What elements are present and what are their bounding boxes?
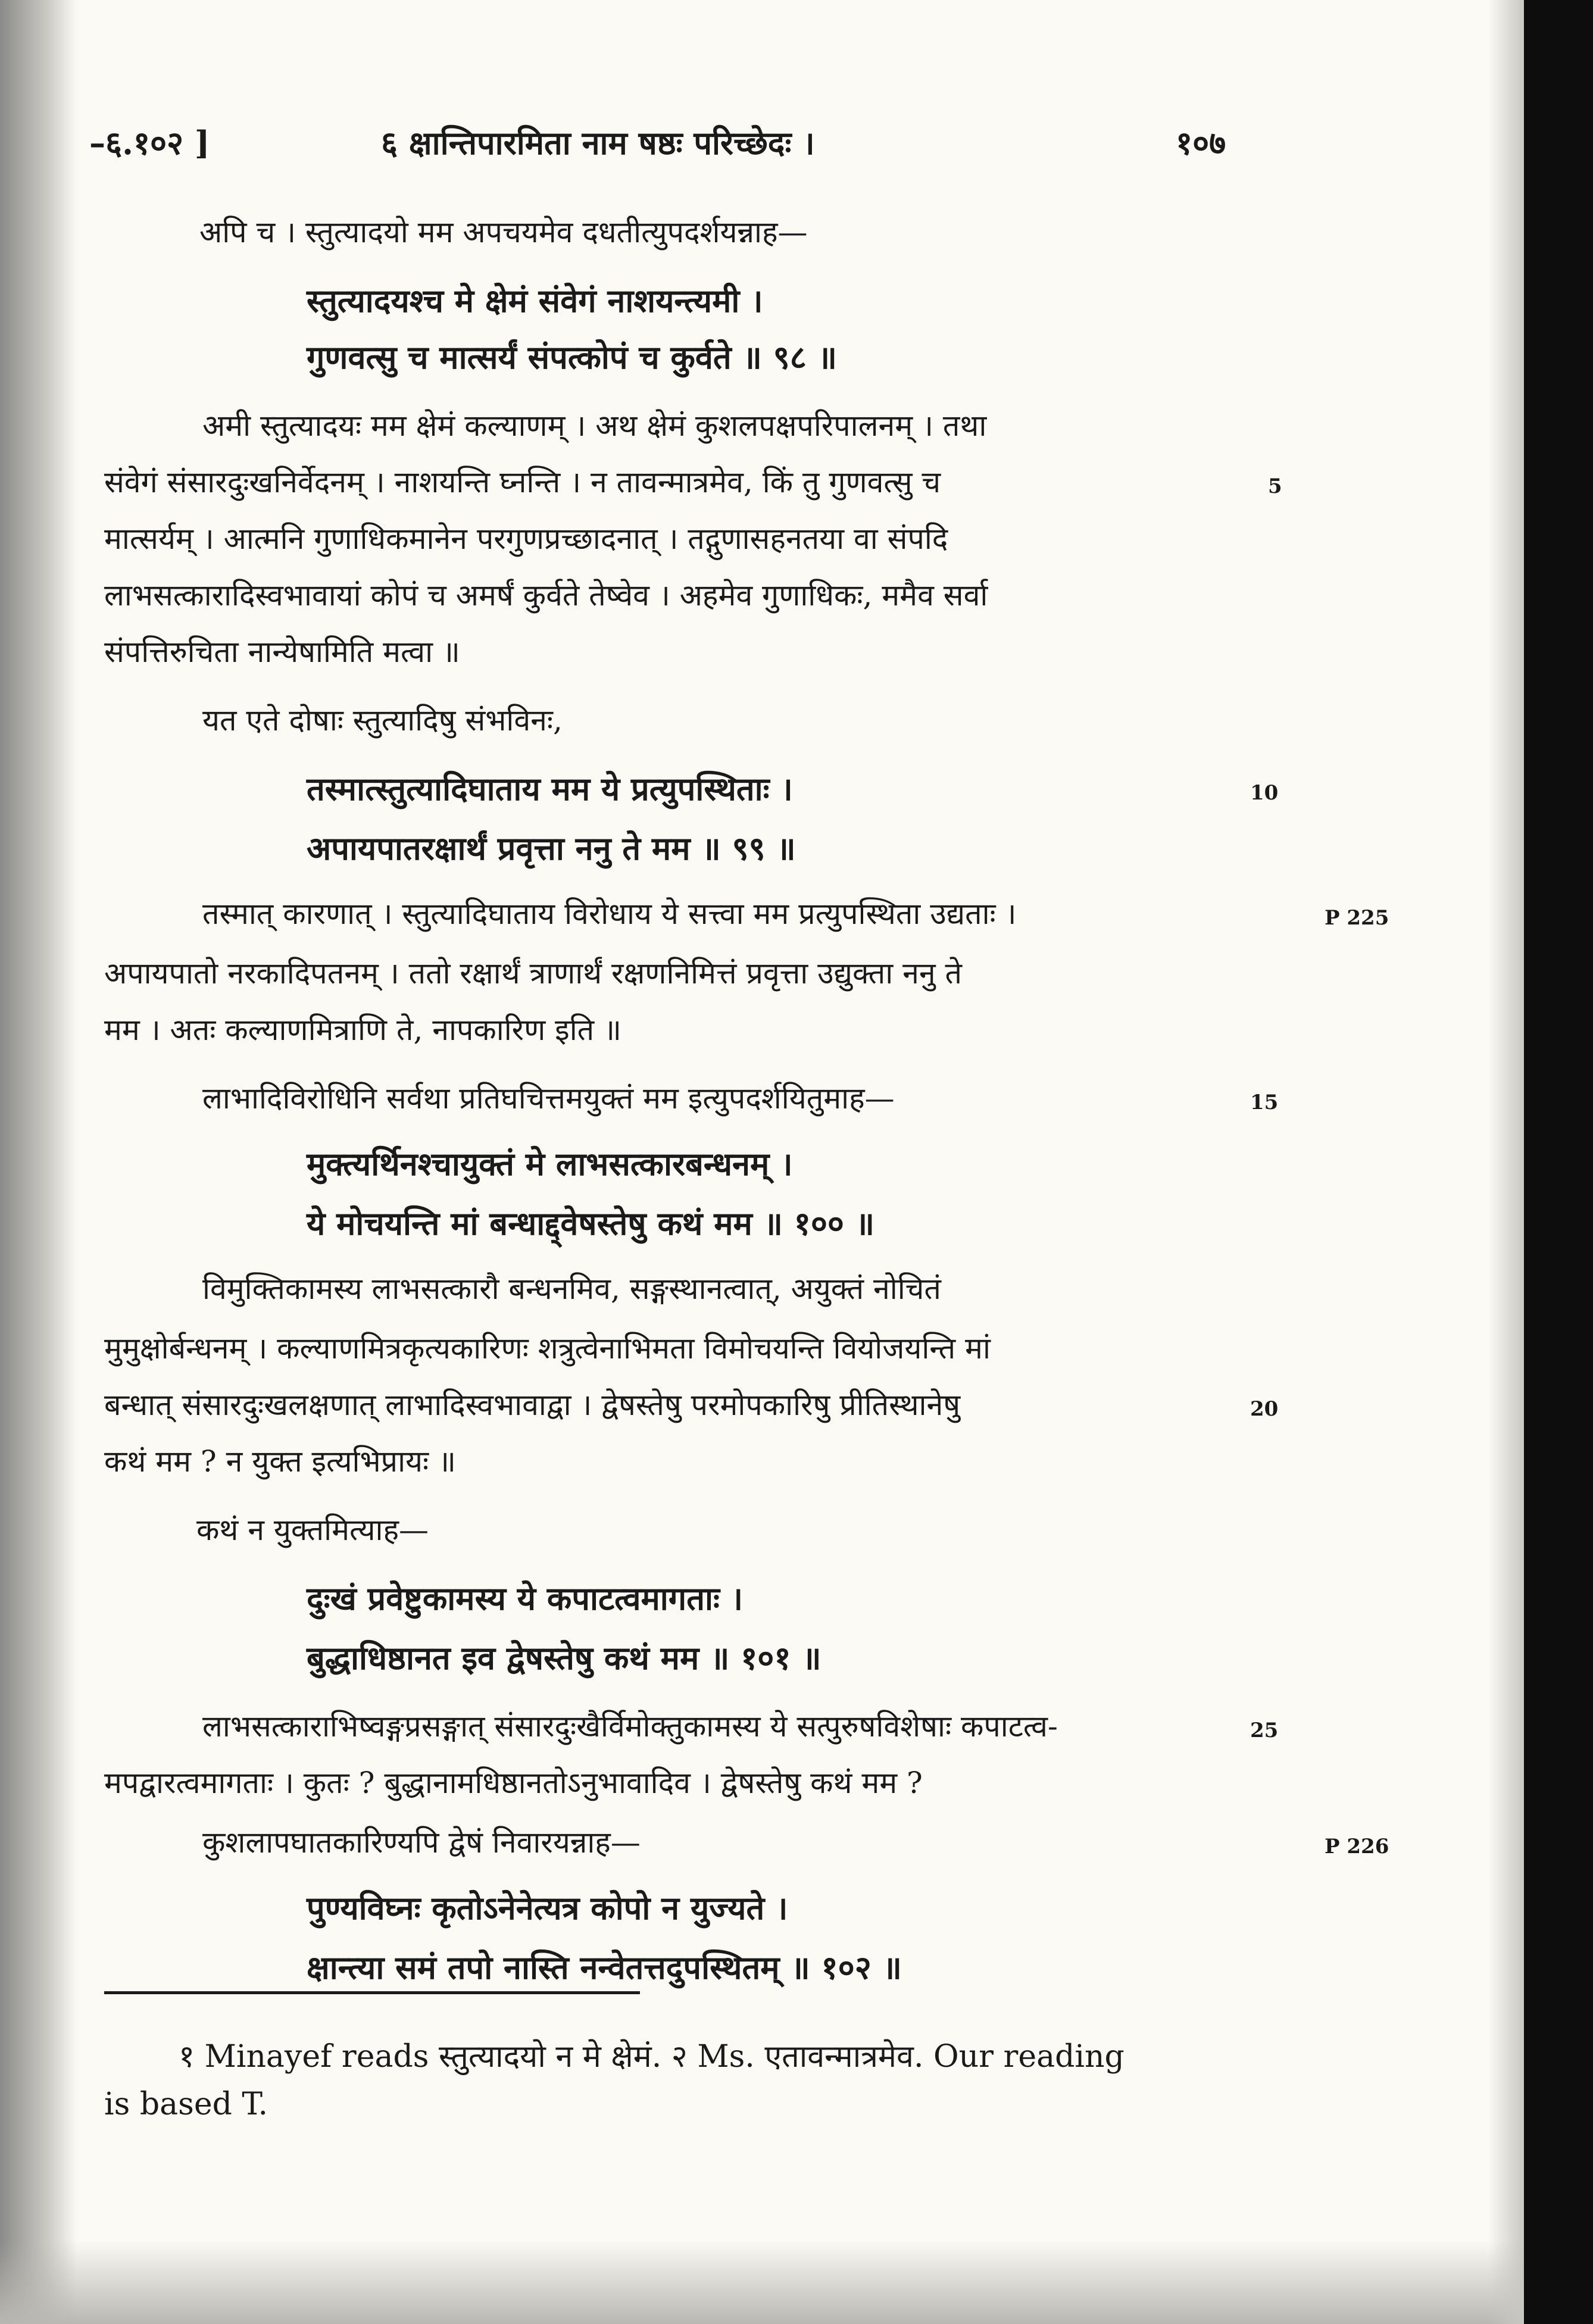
running-head-title: ६ क्षान्तिपारमिता नाम षष्ठः परिच्छेदः । bbox=[381, 124, 815, 162]
scan-border-right bbox=[1524, 0, 1593, 2324]
footnote-line: १ Minayef reads स्तुत्यादयो न मे क्षेमं. २ Ms. एतावन्मात्रमेव. Our reading bbox=[179, 2039, 1125, 2075]
verse-line: बुद्धाधिष्ठानत इव द्वेषस्तेषु कथं मम ॥ १०१ ॥ bbox=[307, 1639, 822, 1677]
commentary-line: लाभसत्कारादिस्वभावायां कोपं च अमर्षं कुर्वते तेष्वेव । अहमेव गुणाधिकः, ममैव सर्वा bbox=[104, 578, 988, 613]
commentary-line: लाभसत्काराभिष्वङ्गप्रसङ्गात् संसारदुःखैर्विमोक्तुकामस्य ये सत्पुरुषविशेषाः कपाटत्व- bbox=[202, 1709, 1058, 1744]
commentary-line: संपत्तिरुचिता नान्येषामिति मत्वा ॥ bbox=[104, 635, 460, 669]
footnote-line: is based T. bbox=[104, 2086, 268, 2122]
commentary-line: मुमुक्षोर्बन्धनम् । कल्याणमित्रकृत्यकारिणः शत्रुत्वेनाभिमता विमोचयन्ति वियोजयन्ति मां bbox=[104, 1331, 991, 1366]
verse-line: तस्मात्स्तुत्यादिघाताय मम ये प्रत्युपस्थिताः । bbox=[307, 770, 793, 808]
page-reference: P 226 bbox=[1325, 1835, 1389, 1858]
commentary-line: अमी स्तुत्यादयः मम क्षेमं कल्याणम् । अथ क्षेमं कुशलपक्षपरिपालनम् । तथा bbox=[202, 408, 987, 443]
verse-line: पुण्यविघ्नः कृतोऽनेनेत्यत्र कोपो न युज्यते । bbox=[307, 1889, 788, 1927]
commentary-line: मपद्वारत्वमागताः । कुतः ? बुद्धानामधिष्ठानतोऽनुभावादिव । द्वेषस्तेषु कथं मम ? bbox=[104, 1766, 923, 1800]
line-number: 15 bbox=[1250, 1091, 1279, 1114]
scan-shadow-bottom bbox=[0, 2241, 1524, 2324]
line-number: 20 bbox=[1250, 1397, 1279, 1421]
commentary-line: तस्मात् कारणात् । स्तुत्यादिघाताय विरोधाय ये सत्त्वा मम प्रत्युपस्थिता उद्यताः । bbox=[202, 897, 1017, 931]
commentary-line: विमुक्तिकामस्य लाभसत्कारौ बन्धनमिव, सङ्गस्थानत्वात्, अयुक्तं नोचितं bbox=[202, 1272, 941, 1306]
text-line: कथं न युक्तमित्याह— bbox=[196, 1513, 429, 1547]
scan-shadow-left bbox=[0, 0, 77, 2324]
scan-gutter bbox=[1488, 0, 1524, 2324]
verse-line: दुःखं प्रवेष्टुकामस्य ये कपाटत्वमागताः । bbox=[307, 1579, 744, 1617]
commentary-line: मम । अतः कल्याणमित्राणि ते, नापकारिण इति ॥ bbox=[104, 1013, 621, 1047]
text-line: यत एते दोषाः स्तुत्यादिषु संभविनः, bbox=[202, 703, 563, 738]
line-number: 5 bbox=[1268, 474, 1282, 498]
commentary-line: अपायपातो नरकादिपतनम् । ततो रक्षार्थं त्राणार्थं रक्षणनिमित्तं प्रवृत्ता उद्युक्ता ननु ते bbox=[104, 956, 963, 991]
verse-line: क्षान्त्या समं तपो नास्ति नन्वेतत्तदुपस्थितम् ॥ १०२ ॥ bbox=[307, 1948, 902, 1986]
commentary-line: संवेगं संसारदुःखनिर्वेदनम् । नाशयन्ति घ्नन्ति । न तावन्मात्रमेव, किं तु गुणवत्सु च bbox=[104, 465, 941, 499]
commentary-line: मात्सर्यम् । आत्मनि गुणाधिकमानेन परगुणप्रच्छादनात् । तद्गुणासहनतया वा संपदि bbox=[104, 521, 948, 556]
text-line: कुशलापघातकारिण्यपि द्वेषं निवारयन्नाह— bbox=[202, 1825, 641, 1860]
commentary-line: बन्धात् संसारदुःखलक्षणात् लाभादिस्वभावाद्वा । द्वेषस्तेषु परमोपकारिषु प्रीतिस्थानेषु bbox=[104, 1388, 961, 1422]
line-number: 25 bbox=[1250, 1719, 1279, 1742]
text-line: अपि च । स्तुत्यादयो मम अपचयमेव दधतीत्युपदर्शयन्नाह— bbox=[199, 215, 808, 249]
verse-line: मुक्त्यर्थिनश्चायुक्तं मे लाभसत्कारबन्धनम् । bbox=[307, 1145, 793, 1183]
commentary-line: कथं मम ? न युक्त इत्यभिप्रायः ॥ bbox=[104, 1444, 456, 1479]
text-line: लाभादिविरोधिनि सर्वथा प्रतिघचित्तमयुक्तं मम इत्युपदर्शयितुमाह— bbox=[202, 1081, 895, 1116]
verse-line: अपायपातरक्षार्थं प्रवृत्ता ननु ते मम ॥ ९९ ॥ bbox=[307, 829, 796, 867]
page-number: १०७ bbox=[1176, 124, 1226, 162]
running-head-section: –६.१०२ ] bbox=[89, 124, 210, 162]
verse-line: गुणवत्सु च मात्सर्यं संपत्कोपं च कुर्वते ॥ ९८ ॥ bbox=[307, 338, 837, 376]
line-number: 10 bbox=[1250, 781, 1279, 805]
verse-line: स्तुत्यादयश्च मे क्षेमं संवेगं नाशयन्त्यमी । bbox=[307, 282, 763, 320]
footnote-rule bbox=[104, 1991, 640, 1994]
page-reference: P 225 bbox=[1325, 906, 1389, 930]
verse-line: ये मोचयन्ति मां बन्धाद्द्वेषस्तेषु कथं मम ॥ १०० ॥ bbox=[307, 1204, 875, 1242]
